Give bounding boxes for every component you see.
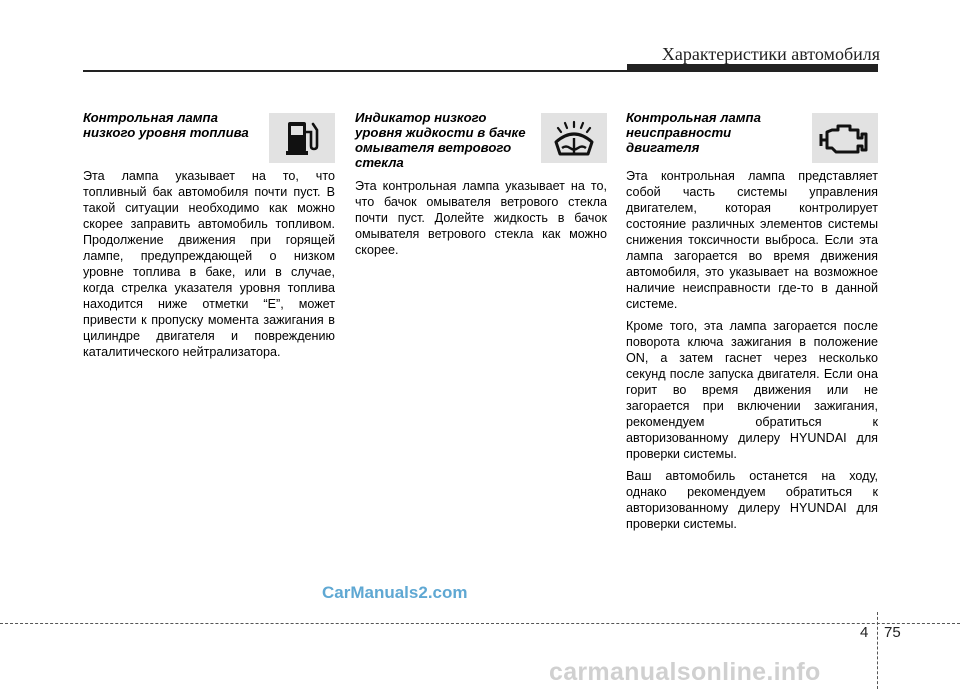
section-paragraph: Эта контрольная лампа указывает на то, что бачок омывателя ветрового стекла почти пуст. Долейте жидкость в бачок омывателя ветрового стекла как можно скорее. — [355, 179, 607, 257]
section-washer-fluid — [355, 110, 607, 258]
section-title: Контрольная лампа неисправности двигателя — [626, 110, 761, 155]
engine-check-icon — [812, 113, 878, 163]
section-check-engine — [626, 110, 878, 532]
page-header-title: Характеристики автомобиля — [661, 44, 880, 64]
section-paragraph: Кроме того, эта лампа загорается после поворота ключа зажигания в положение ON, а затем гаснет через несколько секунд после запуска двигателя. Если она горит во время движения или не загорается при включении зажигания, рекомендуем обратиться к авторизованному дилеру HYUNDAI для проверки системы. — [626, 319, 878, 461]
fuel-pump-icon — [269, 113, 335, 163]
watermark-bottom: carmanualsonline.info — [549, 658, 821, 686]
footer-dashed-rule — [0, 623, 960, 624]
section-low-fuel — [83, 110, 335, 360]
section-paragraph: Эта лампа указывает на то, что топливный бак автомобиля почти пуст. В такой ситуации необходимо как можно скорее заправить автомобиль топливом. Продолжение движения при горящей лампе, предупреждающей о низком уровне топлива в баке, или в случае, когда стрелка указателя уровня топлива находится ниже отметки “E”, может привести к пропуску момента зажигания в цилиндре двигателя и повреждению каталитического нейтрализатора. — [83, 169, 335, 359]
washer-fluid-icon — [541, 113, 607, 163]
chapter-number: 4 — [860, 624, 869, 641]
watermark-link[interactable]: CarManuals2.com — [322, 583, 468, 602]
section-title: Индикатор низкого уровня жидкости в бачке омывателя ветрового стекла — [355, 110, 526, 170]
page-number: 75 — [884, 624, 901, 641]
section-title: Контрольная лампа низкого уровня топлива — [83, 110, 249, 140]
footer-divider — [877, 612, 878, 689]
header-rule — [83, 70, 878, 72]
section-paragraph: Ваш автомобиль останется на ходу, однако рекомендуем обратиться к авторизованному дилеру HYUNDAI для проверки системы. — [626, 469, 878, 531]
section-paragraph: Эта контрольная лампа представляет собой часть системы управления двигателем, которая контролирует состояние различных элементов системы снижения токсичности выброса. Если эта лампа загорается во время движения автомобиля, это указывает на возможное наличие неисправности где-то в данной системе. — [626, 169, 878, 311]
